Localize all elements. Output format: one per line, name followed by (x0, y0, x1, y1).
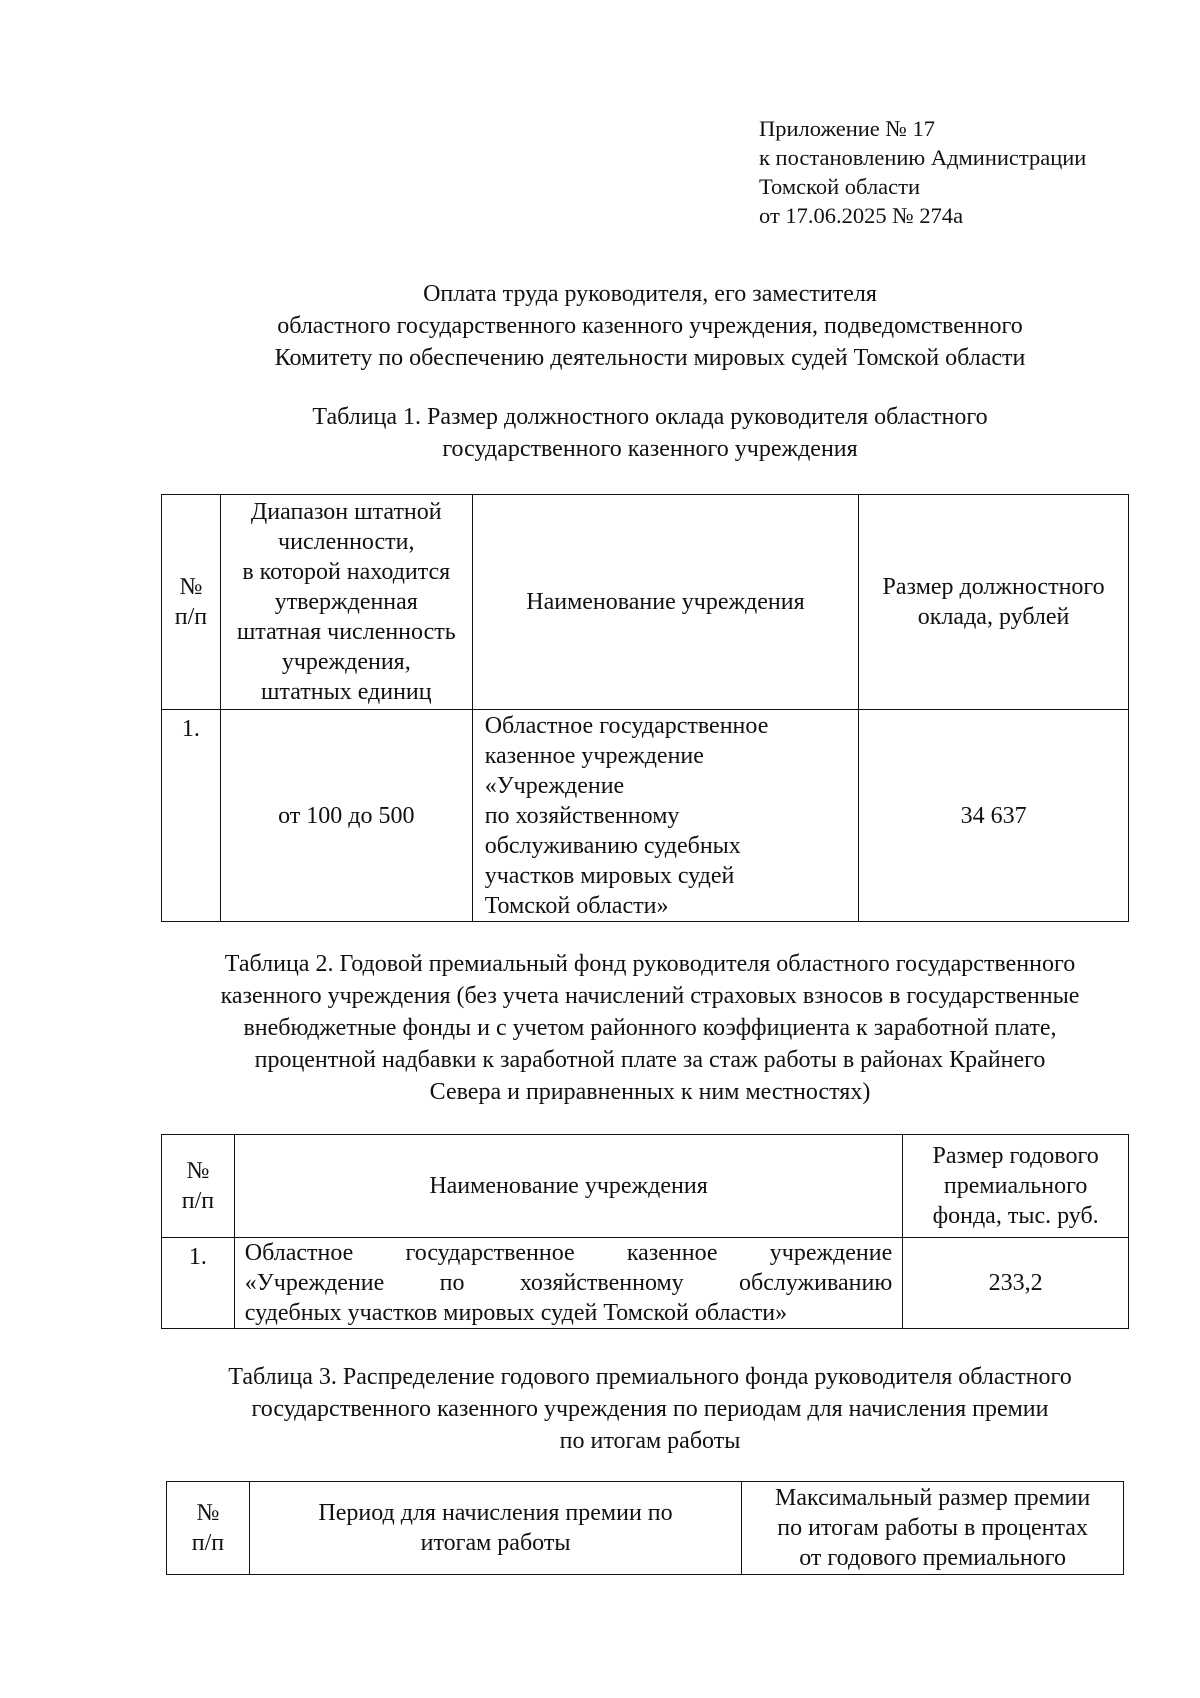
header-num (167, 1482, 250, 1575)
title-line: Комитету по обеспечению деятельности мировых судей Томской области (274, 345, 1026, 371)
table2-caption (150, 948, 1150, 1108)
word: хозяйственному (519, 1270, 684, 1296)
header-salary (859, 495, 1129, 710)
header-text: фонда, тыс. руб. (932, 1203, 1099, 1229)
word: по (439, 1270, 465, 1296)
header-range (220, 495, 472, 710)
header-text: п/п (181, 1188, 215, 1214)
caption-line: казенного учреждения (без учета начислений страховых взносов в государственные (220, 983, 1080, 1009)
title-line: областного государственного казенного учреждения, подведомственного (277, 313, 1023, 339)
appendix-line: Томской области (759, 174, 921, 199)
caption-line: по итогам работы (559, 1428, 741, 1454)
header-text: № (186, 1158, 210, 1184)
table3-caption (150, 1361, 1150, 1457)
title-line: Оплата труда руководителя, его заместителя (423, 281, 877, 307)
header-text: утвержденная (274, 589, 418, 615)
cell-line: казенное учреждение (484, 742, 704, 769)
header-text: премиального (943, 1173, 1088, 1199)
header-period (249, 1482, 741, 1575)
document-title (150, 278, 1150, 374)
word: государственное (405, 1240, 575, 1266)
cell-line: участков мировых судей (484, 862, 735, 889)
header-text: № (179, 574, 203, 600)
word: казенное (626, 1240, 718, 1266)
table-row (162, 710, 1129, 922)
appendix-note (759, 114, 1086, 230)
caption-line: Таблица 1. Размер должностного оклада руководителя областного (312, 404, 988, 430)
table-row (162, 1238, 1129, 1329)
header-text: штатная численность (236, 619, 456, 645)
table3 (166, 1481, 1124, 1575)
header-text: итогам работы (420, 1530, 571, 1556)
header-text: от годового премиального (799, 1545, 1066, 1571)
header-text: № (196, 1500, 220, 1526)
header-text: Период для начисления премии по (318, 1500, 673, 1526)
table-header-row (167, 1482, 1124, 1575)
header-text: Диапазон штатной (250, 499, 442, 525)
caption-line: Севера и приравненных к ним местностях) (429, 1079, 871, 1105)
row-num: 1. (162, 1238, 235, 1329)
row-fund: 233,2 (903, 1238, 1129, 1329)
caption-line: процентной надбавки к заработной плате за стаж работы в районах Крайнего (254, 1047, 1046, 1073)
word: Областное (244, 1240, 354, 1266)
appendix-line: от 17.06.2025 № 274а (759, 203, 964, 228)
table2 (161, 1134, 1129, 1329)
row-name (472, 710, 859, 922)
header-text: численности, (278, 529, 415, 555)
cell-line: судебных участков мировых судей Томской области» (244, 1300, 788, 1326)
header-name: Наименование учреждения (234, 1135, 902, 1238)
cell-line (245, 1238, 892, 1268)
cell-line: обслуживанию судебных (484, 832, 741, 859)
cell-line: Томской области» (484, 892, 669, 919)
header-text: оклада, рублей (917, 604, 1070, 630)
header-text: Максимальный размер премии (775, 1485, 1091, 1511)
cell-line: «Учреждение (484, 772, 625, 799)
table-header-row (162, 1135, 1129, 1238)
header-fund (903, 1135, 1129, 1238)
caption-line: государственного казенного учреждения (442, 436, 858, 462)
header-text: п/п (174, 604, 208, 630)
header-num (162, 1135, 235, 1238)
appendix-line: к постановлению Администрации (759, 145, 1087, 170)
table1 (161, 494, 1129, 922)
header-text: в которой находится (242, 559, 451, 585)
header-text: по итогам работы в процентах (777, 1515, 1088, 1541)
word: учреждение (769, 1240, 893, 1266)
header-text: Размер должностного (882, 574, 1105, 600)
header-num (162, 495, 221, 710)
row-range: от 100 до 500 (220, 710, 472, 922)
word: обслуживанию (739, 1270, 893, 1296)
caption-line: Таблица 3. Распределение годового премиального фонда руководителя областного (228, 1364, 1072, 1390)
caption-line: Таблица 2. Годовой премиальный фонд руководителя областного государственного (224, 951, 1076, 977)
row-salary: 34 637 (859, 710, 1129, 922)
header-text: п/п (191, 1530, 225, 1556)
table1-caption (150, 401, 1150, 465)
header-max-bonus (742, 1482, 1124, 1575)
table-header-row (162, 495, 1129, 710)
appendix-line: Приложение № 17 (759, 116, 935, 141)
header-text: Размер годового (932, 1143, 1099, 1169)
cell-line: Областное государственное (484, 712, 769, 739)
header-text: штатных единиц (260, 679, 432, 705)
caption-line: внебюджетные фонды и с учетом районного коэффициента к заработной плате, (243, 1015, 1057, 1041)
cell-line (245, 1268, 892, 1298)
cell-line: по хозяйственному (484, 802, 680, 829)
header-name: Наименование учреждения (472, 495, 859, 710)
row-name (234, 1238, 902, 1329)
word: «Учреждение (244, 1270, 385, 1296)
caption-line: государственного казенного учреждения по периодам для начисления премии (251, 1396, 1049, 1422)
header-text: учреждения, (281, 649, 411, 675)
row-num: 1. (162, 710, 221, 922)
